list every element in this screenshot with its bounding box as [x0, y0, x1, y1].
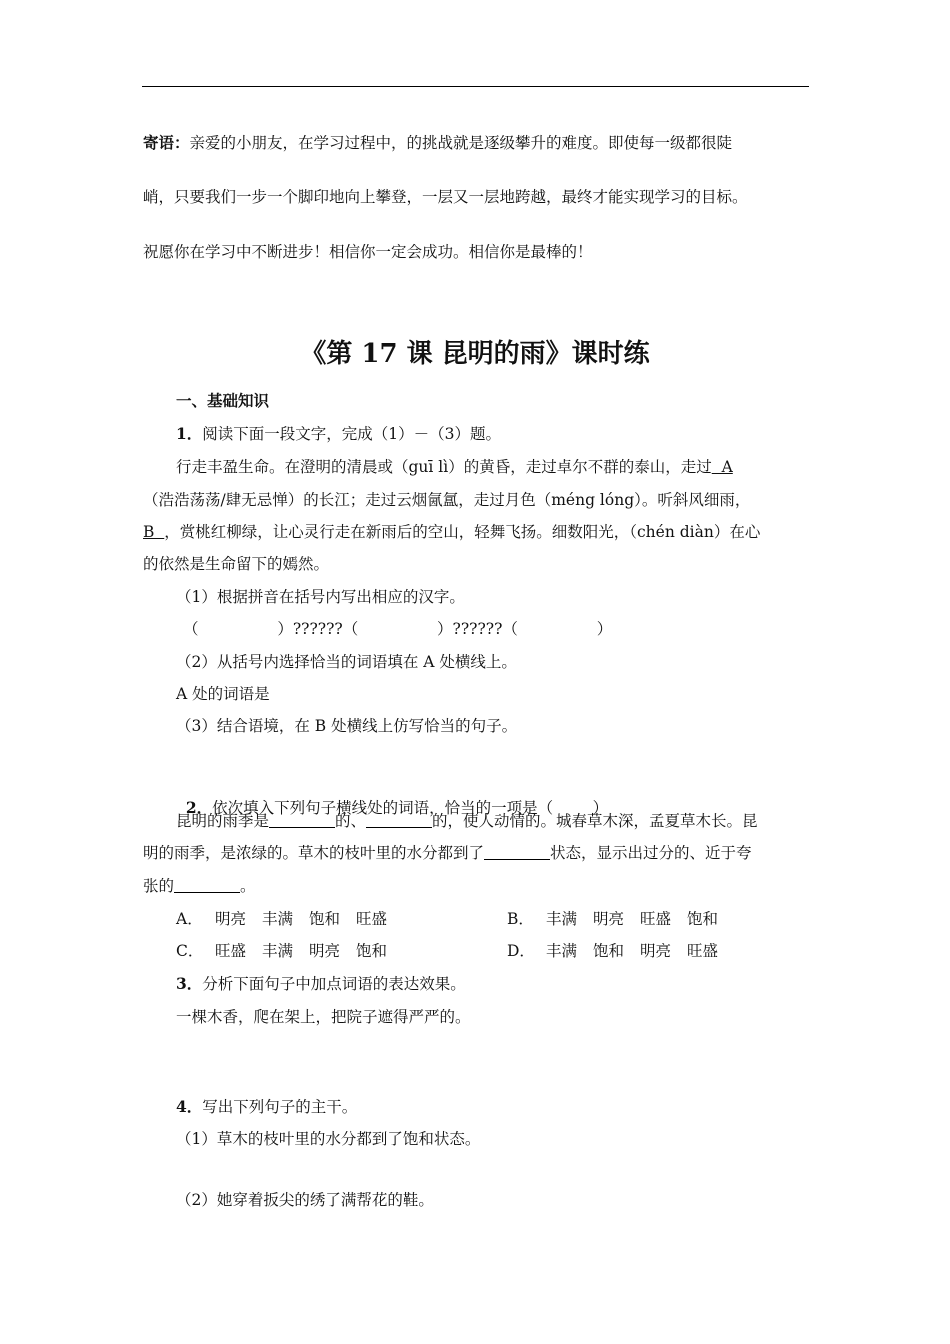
option-word: 明亮 — [309, 942, 341, 960]
q1-a-label: A 处的词语是 — [176, 685, 270, 703]
q2-s2a: 明的雨季，是浓绿的。草木的枝叶里的水分都到了 — [143, 844, 485, 862]
q2-blank-4[interactable] — [174, 876, 240, 893]
q2-option-a[interactable] — [176, 909, 403, 929]
q4-sub1: （1）草木的枝叶里的水分都到了饱和状态。 — [176, 1130, 481, 1148]
q1-stem-line — [176, 424, 501, 444]
q1-passage-line-1 — [176, 457, 733, 477]
preface-line-3: 祝愿你在学习中不断进步！相信你一定会成功。相信你是最棒的！ — [143, 243, 593, 261]
option-word: 丰满 — [262, 942, 294, 960]
q1-passage-1: 行走丰盈生命。在澄明的清晨或（guī lì）的黄昏，走过卓尔不群的泰山，走过 — [176, 458, 712, 476]
q4-sub2: （2）她穿着扳尖的绣了满帮花的鞋。 — [176, 1191, 434, 1209]
q2-option-d[interactable] — [507, 941, 734, 961]
page-title: 《第 17 课 昆明的雨》课时练 — [300, 339, 650, 369]
q2-s2b: 状态，显示出过分的、近于夸 — [550, 844, 752, 862]
blank-b[interactable]: B — [143, 523, 165, 541]
section-heading: 一、基础知识 — [176, 391, 270, 410]
option-word: 明亮 — [640, 942, 672, 960]
q2-sentence-line-1 — [176, 811, 758, 831]
q1-number: 1． — [176, 424, 203, 443]
q4-number: 4． — [176, 1097, 203, 1116]
preface-line-2: 峭，只要我们一步一个脚印地向上攀登，一层又一层地跨越，最终才能实现学习的目标。 — [143, 188, 748, 206]
option-word: 饱和 — [309, 910, 341, 928]
q1-stem: 阅读下面一段文字，完成（1）－（3）题。 — [202, 425, 502, 443]
q2-s3a: 张的 — [143, 877, 175, 895]
option-word: 明亮 — [593, 910, 625, 928]
q2-option-b[interactable] — [507, 909, 734, 929]
option-key: B． — [507, 910, 534, 928]
q2-blank-1[interactable] — [269, 811, 335, 828]
q1-sub3: （3）结合语境，在 B 处横线上仿写恰当的句子。 — [176, 717, 518, 735]
option-key: A． — [176, 910, 203, 928]
preface-label: 寄语： — [143, 133, 190, 152]
option-word: 丰满 — [546, 942, 578, 960]
option-word: 旺盛 — [356, 910, 388, 928]
q2-blank-2[interactable] — [366, 811, 432, 828]
q1-brackets[interactable]: （ ）??????（ ）??????（ ） — [183, 620, 613, 638]
option-word: 饱和 — [356, 942, 388, 960]
preface-line-1 — [143, 133, 732, 153]
q1-sub1: （1）根据拼音在括号内写出相应的汉字。 — [176, 588, 465, 606]
q3-stem-line — [176, 974, 466, 994]
q2-s1a: 昆明的雨季是 — [176, 812, 270, 830]
q2-stem: 依次填入下列句子横线处的词语，恰当的一项是（ ） — [212, 799, 609, 817]
option-word: 丰满 — [262, 910, 294, 928]
q2-option-c[interactable] — [176, 941, 403, 961]
option-word: 旺盛 — [215, 942, 247, 960]
q1-passage-line-3 — [143, 522, 760, 542]
q2-s3b: 。 — [240, 877, 256, 895]
q3-stem: 分析下面句子中加点词语的表达效果。 — [202, 975, 466, 993]
preface-text-1: 亲爱的小朋友，在学习过程中，的挑战就是逐级攀升的难度。即使每一级都很陡 — [189, 134, 733, 152]
blank-a[interactable]: A — [711, 458, 733, 476]
q1-sub2: （2）从括号内选择恰当的词语填在 A 处横线上。 — [176, 653, 517, 671]
q1-passage-3: ，赏桃红柳绿，让心灵行走在新雨后的空山，轻舞飞扬。细数阳光，（chén diàn）在心 — [164, 523, 761, 541]
q2-sentence-line-3 — [143, 876, 256, 896]
q2-s1c: 的，使人动情的。城春草木深，孟夏草木长。昆 — [432, 812, 758, 830]
q2-sentence-line-2 — [143, 843, 752, 863]
option-key: D． — [507, 942, 535, 960]
q4-stem: 写出下列句子的主干。 — [202, 1098, 358, 1116]
q2-blank-3[interactable] — [484, 843, 550, 860]
q1-passage-line-4: 的依然是生命留下的嫣然。 — [143, 555, 330, 573]
q4-stem-line — [176, 1097, 357, 1117]
q3-number: 3． — [176, 974, 203, 993]
option-word: 丰满 — [546, 910, 578, 928]
option-word: 明亮 — [215, 910, 247, 928]
header-rule — [142, 86, 809, 87]
q1-passage-line-2: （浩浩荡荡/肆无忌惮）的长江；走过云烟氤氲，走过月色（méng lóng）。听斜风细雨， — [143, 491, 751, 509]
q3-sentence: 一棵木香，爬在架上，把院子遮得严严的。 — [176, 1008, 471, 1026]
q2-s1b: 的、 — [335, 812, 367, 830]
option-key: C． — [176, 942, 204, 960]
q2-number: 2． — [185, 798, 213, 817]
option-word: 旺盛 — [687, 942, 719, 960]
option-word: 饱和 — [687, 910, 719, 928]
option-word: 饱和 — [593, 942, 625, 960]
option-word: 旺盛 — [640, 910, 672, 928]
